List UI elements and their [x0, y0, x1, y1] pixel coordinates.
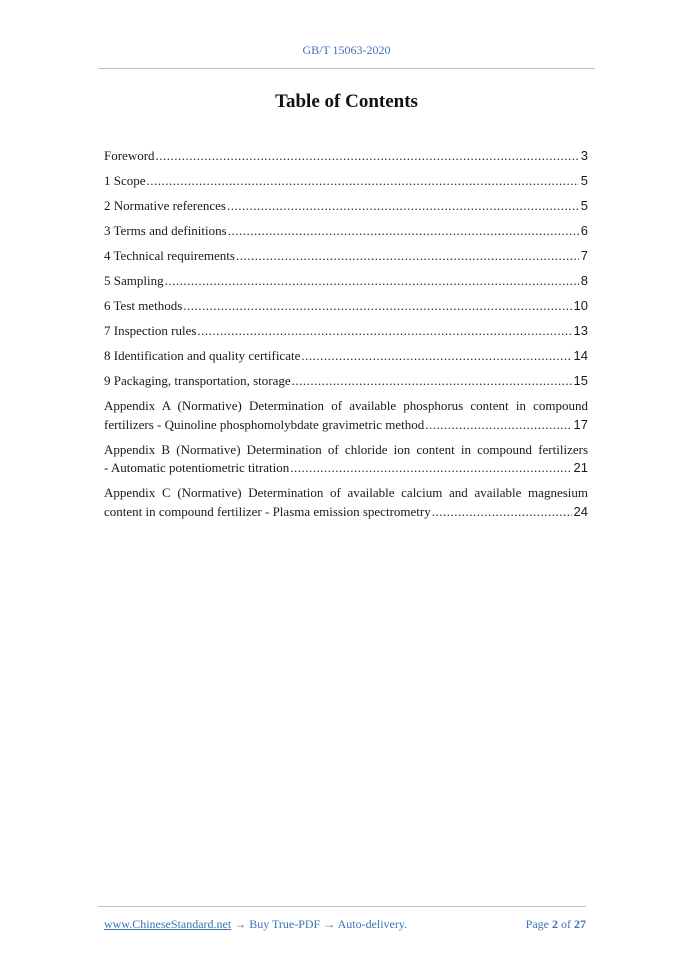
toc-entry[interactable]: [104, 441, 588, 478]
toc-page-number: 14: [573, 348, 588, 363]
document-header: [0, 43, 693, 58]
toc-entry[interactable]: [104, 484, 588, 521]
page-of-label: of: [561, 917, 571, 931]
document-footer: [104, 917, 586, 932]
toc-entry-text: fertilizers - Quinoline phosphomolybdate gravimetric method: [104, 416, 425, 432]
dot-leader: [197, 322, 571, 341]
dot-leader: [236, 247, 579, 266]
current-page-number: 2: [552, 917, 558, 931]
total-pages-number: 27: [574, 917, 586, 931]
page-indicator: [526, 917, 586, 932]
dot-leader: [290, 459, 571, 478]
toc-page-number: 10: [573, 298, 588, 313]
header-divider: [98, 68, 595, 69]
toc-page-number: 6: [580, 223, 588, 238]
website-link[interactable]: www.ChineseStandard.net: [104, 917, 232, 931]
toc-entry-text: - Automatic potentiometric titration: [104, 460, 290, 475]
toc-entry[interactable]: [104, 322, 588, 341]
toc-page-number: 3: [580, 148, 588, 163]
page-title: Table of Contents: [275, 91, 418, 112]
footer-divider: [98, 906, 586, 907]
toc-entry-text: Appendix C (Normative) Determination of available calcium and available magnesium: [104, 485, 588, 500]
toc-entry-text: content in compound fertilizer - Plasma emission spectrometry: [104, 503, 431, 519]
toc-entry[interactable]: [104, 222, 588, 241]
dot-leader: [432, 503, 572, 522]
dot-leader: [147, 172, 579, 191]
dot-leader: [227, 197, 579, 216]
toc-entry[interactable]: [104, 297, 588, 316]
dot-leader: [156, 147, 579, 166]
toc-page-number: 13: [573, 323, 588, 338]
dot-leader: [292, 372, 572, 391]
toc-page-number: 17: [573, 416, 588, 432]
toc-entry-text: 7 Inspection rules: [104, 323, 197, 338]
dot-leader: [425, 416, 571, 435]
toc-entry-text: Appendix B (Normative) Determination of chloride ion content in compound fertilizers: [104, 441, 588, 457]
toc-entry-text: 3 Terms and definitions: [104, 223, 227, 238]
dot-leader: [183, 297, 571, 316]
toc-entry-text: 2 Normative references: [104, 198, 226, 213]
toc-entry-text: 5 Sampling: [104, 273, 164, 288]
page-label: Page: [525, 917, 549, 931]
toc-entry-text: 6 Test methods: [104, 298, 183, 313]
promo-text: → Buy True-PDF → Auto-delivery.: [231, 917, 408, 931]
toc-entry[interactable]: [104, 197, 588, 216]
toc-page-number: 7: [580, 248, 588, 263]
toc-page-number: 24: [573, 503, 588, 519]
toc-page-number: 5: [580, 173, 588, 188]
toc-entry-text: Appendix A (Normative) Determination of available phosphorus content in compound: [104, 398, 588, 413]
table-of-contents: [104, 147, 588, 528]
toc-entry[interactable]: [104, 247, 588, 266]
toc-entry[interactable]: [104, 172, 588, 191]
toc-page-number: 8: [580, 273, 588, 288]
standard-code: GB/T 15063-2020: [302, 43, 391, 57]
dot-leader: [301, 347, 571, 366]
toc-entry[interactable]: [104, 397, 588, 434]
toc-entry[interactable]: [104, 272, 588, 291]
toc-page-number: 5: [580, 198, 588, 213]
toc-entry[interactable]: [104, 372, 588, 391]
toc-entry[interactable]: [104, 147, 588, 166]
toc-page-number: 15: [573, 373, 588, 388]
toc-entry-text: Foreword: [104, 148, 155, 163]
toc-entry-text: 1 Scope: [104, 173, 146, 188]
dot-leader: [228, 222, 579, 241]
footer-promo: [104, 917, 407, 932]
dot-leader: [165, 272, 579, 291]
toc-entry-text: 8 Identification and quality certificate: [104, 348, 301, 363]
toc-page-number: 21: [573, 460, 588, 475]
toc-entry[interactable]: [104, 347, 588, 366]
toc-entry-text: 9 Packaging, transportation, storage: [104, 373, 291, 388]
toc-entry-text: 4 Technical requirements: [104, 248, 235, 263]
